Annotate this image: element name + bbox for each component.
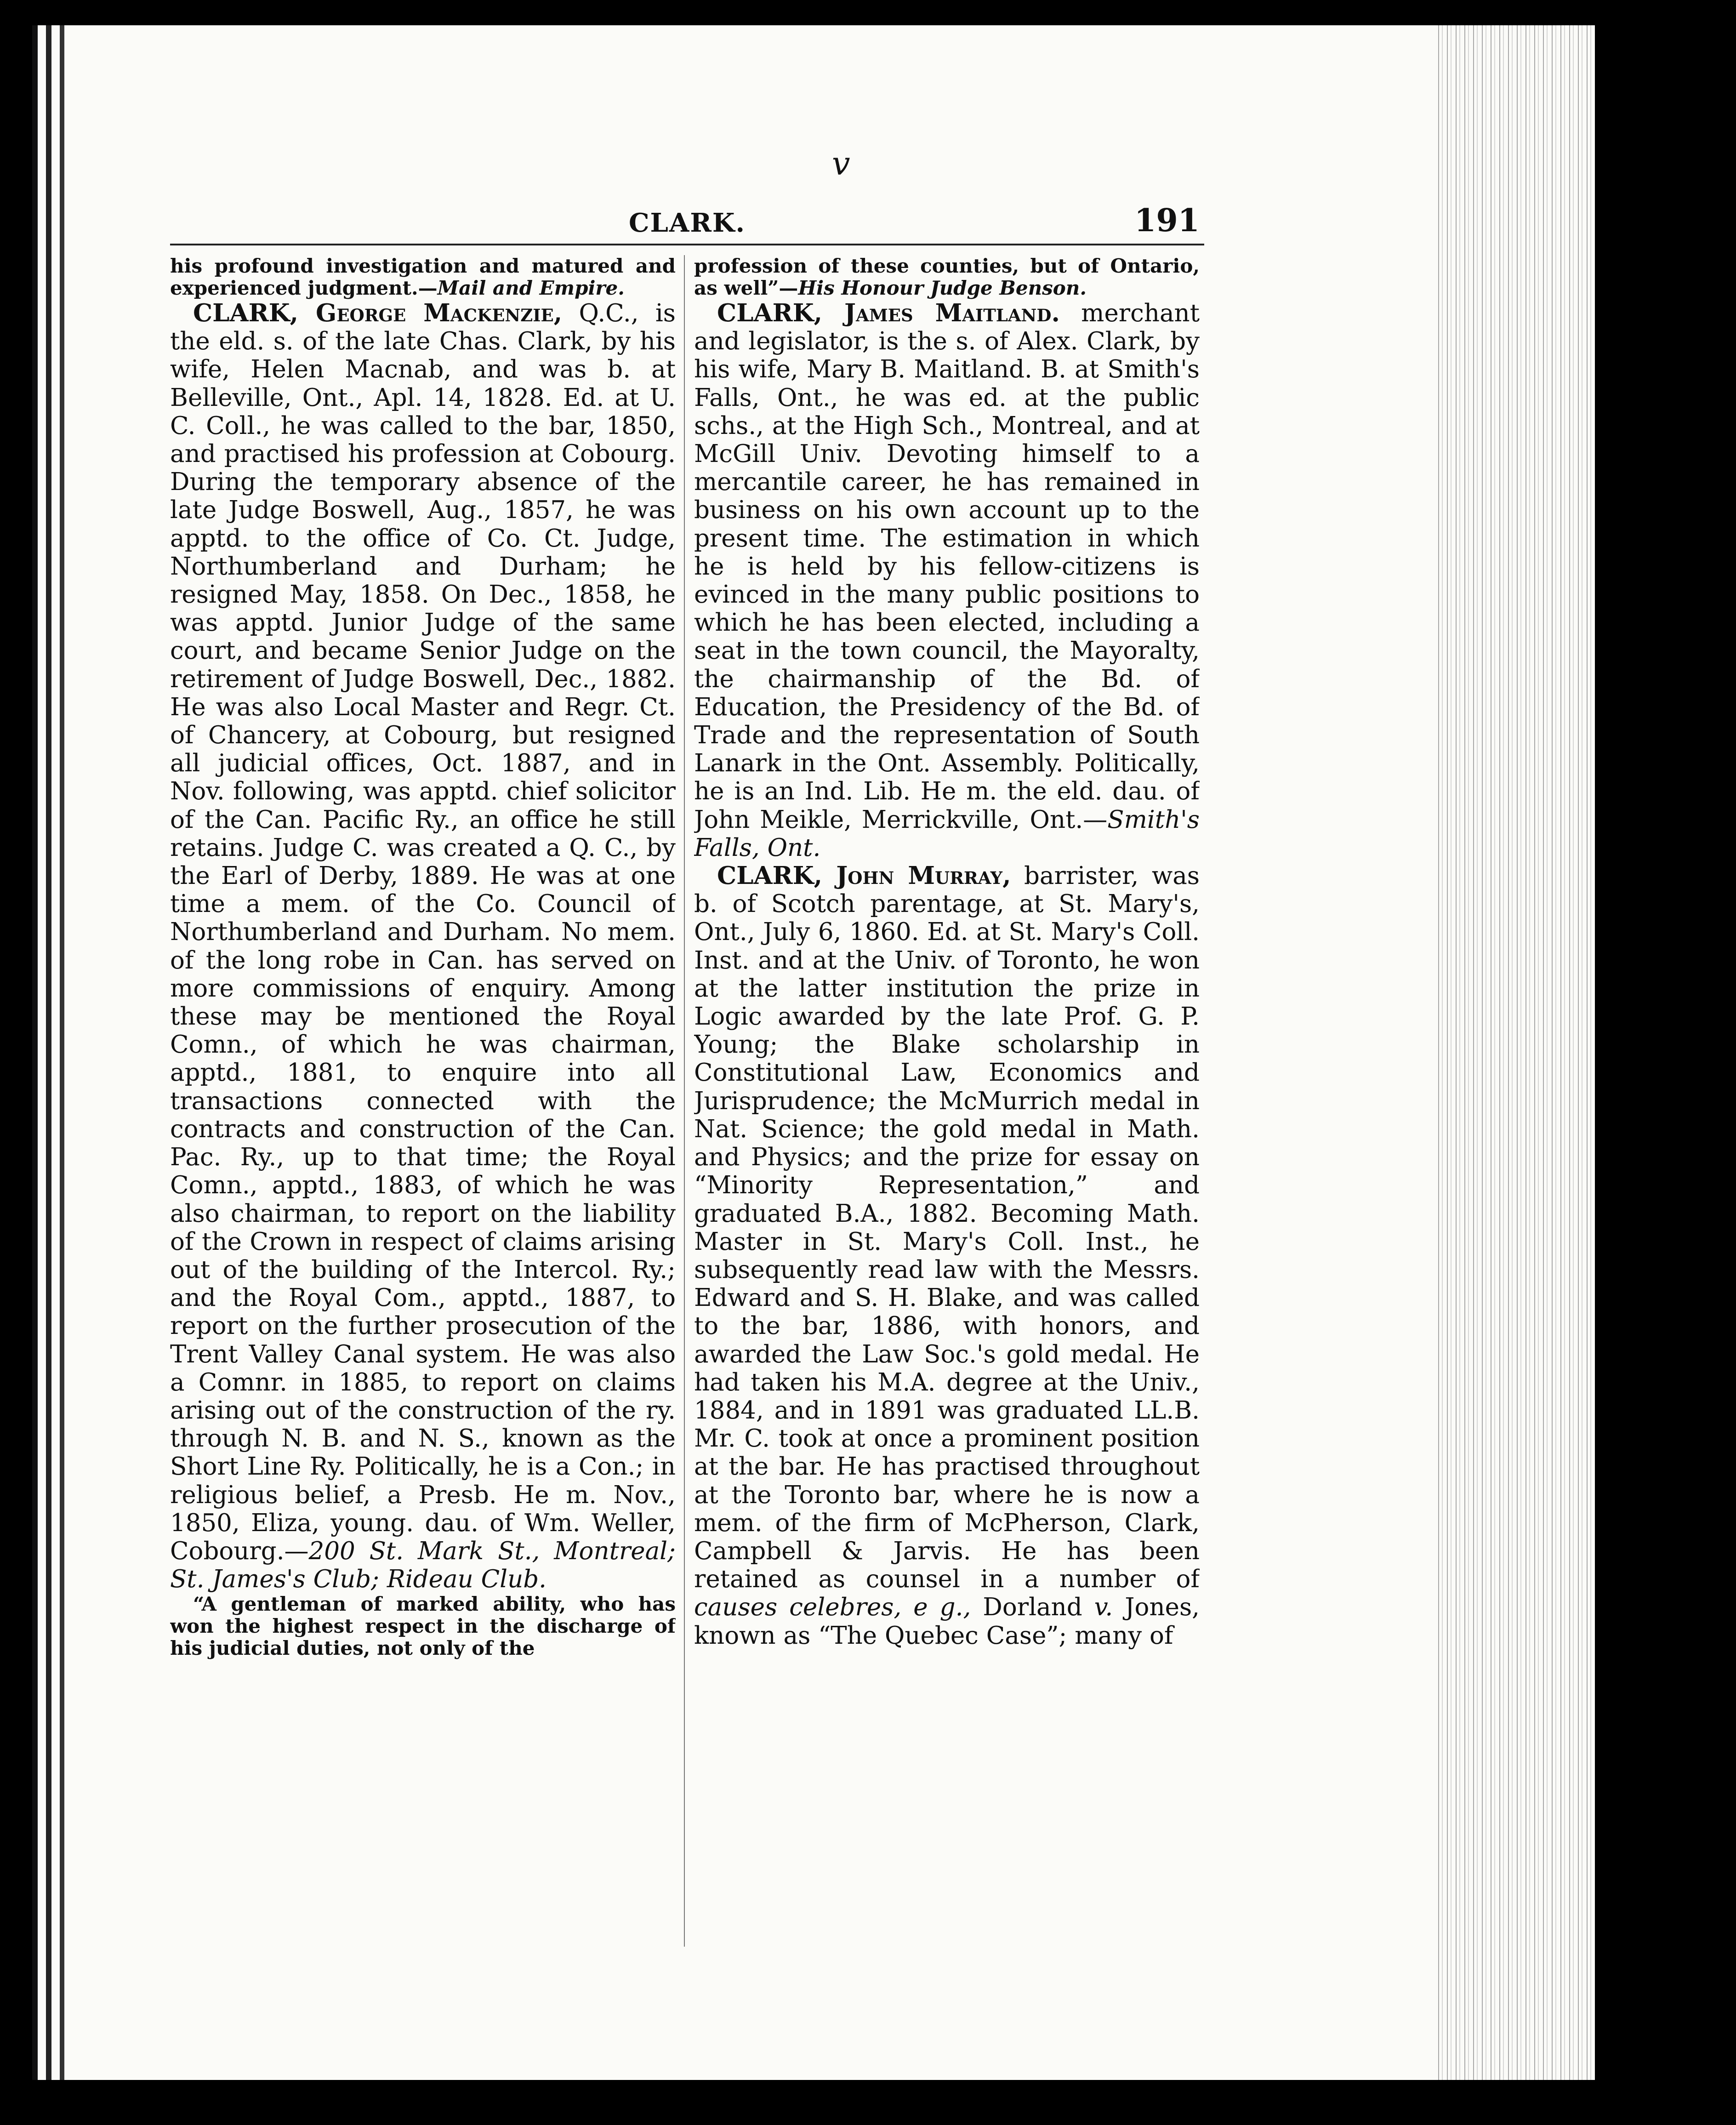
scanned-page xyxy=(32,25,1595,2080)
italic-versus: v. xyxy=(1094,1593,1113,1622)
right-column xyxy=(694,255,1200,1947)
pencil-mark: v xyxy=(832,145,850,182)
running-head-title: CLARK. xyxy=(628,208,746,238)
entry-address: 200 St. Mark St., Montreal; St. James's Club; Rideau Club. xyxy=(170,1537,676,1594)
continuation-text: his profound investigation and matured and experienced judgment.—Mail and Empire. xyxy=(170,255,676,299)
continuation-source: His Honour Judge Benson. xyxy=(798,277,1087,299)
running-head xyxy=(170,188,1204,245)
entry-james-maitland-clark xyxy=(694,299,1200,862)
entry-body: merchant and legislator, is the s. of Alex. Clark, by his wife, Mary B. Maitland. B. at Smith's Falls, Ont., he was ed. at the public schs., at the High Sch., Montreal, and at McGill Univ. Devoting himself to a mercantile career, he has remained in business on his own account up to the present time. The estimation in which he is held by his fellow-citizens is evinced in the many public positions to which he has been elected, including a seat in the town council, the Mayoralty, the chairmanship of the Bd. of Education, the Presidency of the Bd. of Trade and the representation of South Lanark in the Ont. Assembly. Politically, he is an Ind. Lib. He m. the eld. dau. of John Meikle, Merrickville, Ont.— xyxy=(694,299,1200,834)
entry-body: Q.C., is the eld. s. of the late Chas. Clark, by his wife, Helen Macnab, and was b. at Belleville, Ont., Apl. 14, 1828. Ed. at U. C. Coll., he was called to the bar, 1850, and practised his profession at Cobourg. During the temporary absence of the late Judge Boswell, Aug., 1857, he was apptd. to the office of Co. Ct. Judge, Northumberland and Durham; he resigned May, 1858. On Dec., 1858, he was apptd. Junior Judge of the same court, and became Senior Judge on the retirement of Judge Boswell, Dec., 1882. He was also Local Master and Regr. Ct. of Chancery, at Cobourg, but resigned all judicial offices, Oct. 1887, and in Nov. following, was apptd. chief solicitor of the Can. Pacific Ry., an office he still retains. Judge C. was created a Q. C., by the Earl of Derby, 1889. He was at one time a mem. of the Co. Council of Northumberland and Durham. No mem. of the long robe in Can. has served on more commissions of enquiry. Among these may be mentioned the Royal Comn., of which he was chairman, apptd., 1881, to enquire into all transactions connected with the contracts and construction of the Can. Pac. Ry., up to that time; the Royal Comn., apptd., 1883, of which he was also chairman, to report on the liability of the Crown in respect of claims arising out of the building of the Intercol. Ry.; and the Royal Com., apptd., 1887, to report on the further prosecution of the Trent Valley Canal system. He was also a Comnr. in 1885, to report on claims arising out of the construction of the ry. through N. B. and N. S., known as the Short Line Ry. Politically, he is a Con.; in religious belief, a Presb. He m. Nov., 1850, Eliza, young. dau. of Wm. Weller, Cobourg.— xyxy=(170,299,676,1565)
page-number: 191 xyxy=(1134,202,1200,239)
entry-george-mackenzie-clark xyxy=(170,299,676,1593)
left-column xyxy=(170,255,676,1947)
page-binding xyxy=(32,25,76,2080)
entry-john-murray-clark xyxy=(694,862,1200,1650)
italic-phrase: causes celebres, e g., xyxy=(694,1593,971,1622)
column-divider xyxy=(684,255,685,1947)
page-edge xyxy=(1434,25,1595,2080)
entry-heading: CLARK, George Mackenzie, xyxy=(193,299,563,327)
quotation: “A gentleman of marked ability, who has won the highest respect in the discharge of his judicial duties, not only of the xyxy=(170,1593,676,1660)
entry-heading: CLARK, John Murray, xyxy=(717,861,1011,890)
entry-body: Dorland xyxy=(971,1593,1094,1622)
continuation-text: profession of these counties, but of Ontario, as well”—His Honour Judge Benson. xyxy=(694,255,1200,299)
entry-address: Smith's Falls, Ont. xyxy=(694,805,1200,862)
entry-body: barrister, was b. of Scotch parentage, at St. Mary's, Ont., July 6, 1860. Ed. at St. Mary's Coll. Inst. and at the Univ. of Toronto, he won at the latter institution the prize in Logic awarded by the late Prof. G. P. Young; the Blake scholarship in Constitutional Law, Economics and Jurisprudence; the McMurrich medal in Nat. Science; the gold medal in Math. and Physics; and the prize for essay on “Minority Representation,” and graduated B.A., 1882. Becoming Math. Master in St. Mary's Coll. Inst., he subsequently read law with the Messrs. Edward and S. H. Blake, and was called to the bar, 1886, with honors, and awarded the Law Soc.'s gold medal. He had taken his M.A. degree at the Univ., 1884, and in 1891 was graduated LL.B. Mr. C. took at once a prominent position at the bar. He has practised throughout at the Toronto bar, where he is now a mem. of the firm of McPherson, Clark, Campbell & Jarvis. He has been retained as counsel in a number of xyxy=(694,862,1200,1594)
entry-body: Jones, known as “The Quebec Case”; many of xyxy=(694,1593,1200,1650)
continuation-source: Mail and Empire. xyxy=(437,277,625,299)
entry-heading: CLARK, James Maitland. xyxy=(717,299,1060,327)
